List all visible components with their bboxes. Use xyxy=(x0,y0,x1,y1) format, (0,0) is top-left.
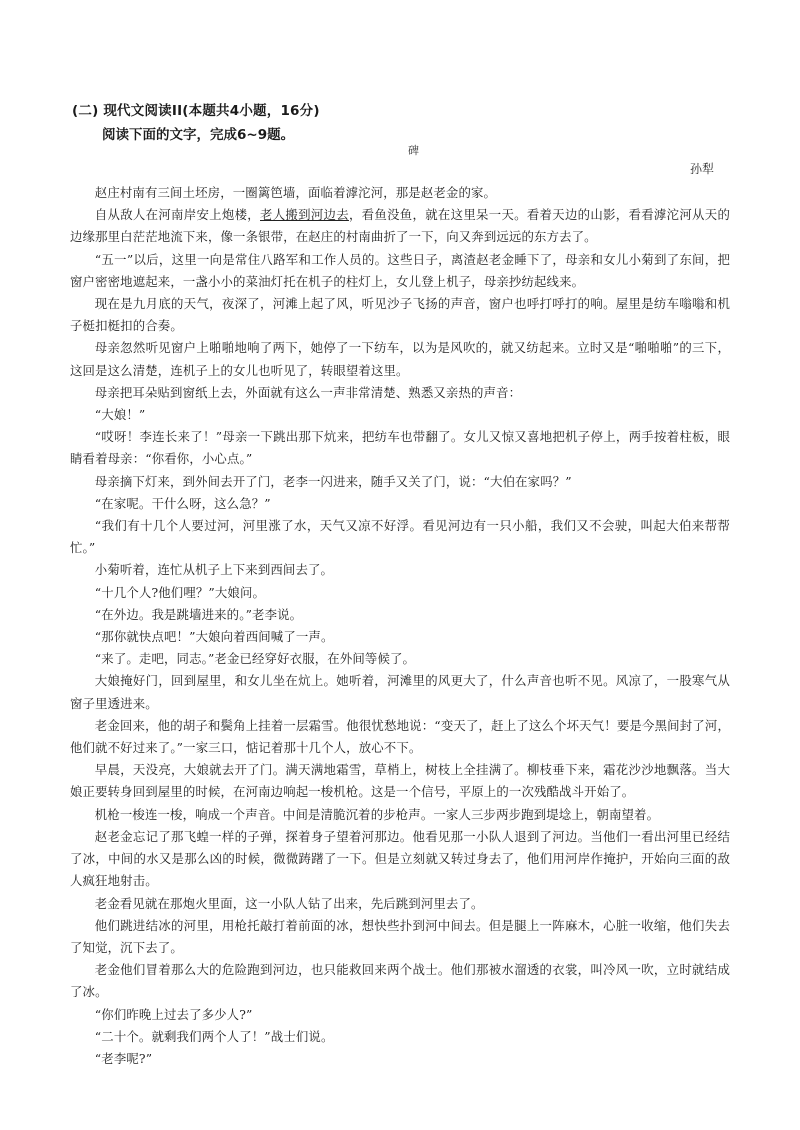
paragraph: 他们跳进结冰的河里，用枪托敲打着前面的冰，想快些扑到河中间去。但是腿上一阵麻木，心脏一收缩，他们失去了知觉，沉下去了。 xyxy=(70,917,730,955)
paragraph: “哎呀！李连长来了！”母亲一下跳出那下炕来，把纺车也带翻了。女儿又惊又喜地把机子停上，两手按着柱板，眼睛看着母亲：“你看你，小心点。” xyxy=(70,429,730,467)
paragraph: 机枪一梭连一梭，响成一个声音。中间是清脆沉着的步枪声。一家人三步两步跑到堤埝上，朝南望着。 xyxy=(94,806,660,822)
author: 孙犁 xyxy=(689,162,714,176)
story-title: 碑 xyxy=(408,144,419,157)
paragraph: “那你就快点吧！”大娘向着西间喊了一声。 xyxy=(94,629,334,645)
paragraph: “二十个。就剩我们两个人了！”战士们说。 xyxy=(94,1028,334,1044)
paragraph: “在家呢。干什么呀，这么急？” xyxy=(94,495,271,511)
paragraph: “你们昨晚上过去了多少人?” xyxy=(94,1006,253,1022)
paragraph xyxy=(70,204,730,248)
paragraph: “老李呢?” xyxy=(94,1050,153,1066)
paragraph-text: 自从敌人在河南岸安上炮楼， xyxy=(94,207,260,223)
paragraph: “大娘！” xyxy=(94,407,146,423)
passage-body xyxy=(70,182,730,1070)
paragraph: 老金他们冒着那么大的危险跑到河边，也只能救回来两个战士。他们那被水溜透的衣裳，叫冷风一吹，立时就结成了冰。 xyxy=(70,962,730,1000)
paragraph: “我们有十几个人要过河，河里涨了水，天气又凉不好浮。看见河边有一只小船，我们又不会驶，叫起大伯来帮帮忙。” xyxy=(70,518,730,556)
paragraph-text: ，看鱼没鱼，就在这里呆一天。看着天边的山影，看看滹沱河从天的边缘那里白茫茫地流下来，像一条银带，在赵庄的村南曲折了一下，向又奔到远远的东方去了。 xyxy=(70,207,730,245)
paragraph: 老金回来，他的胡子和鬓角上挂着一层霜雪。他很忧愁地说：“变天了，赶上了这么个坏天气！要是今黑间封了河，他们就不好过来了。”一家三口，惦记着那十几个人，放心不下。 xyxy=(70,717,730,756)
paragraph: 母亲摘下灯来，到外间去开了门，老李一闪进来，随手又关了门，说：“大伯在家吗？” xyxy=(94,473,572,489)
instruction: 阅读下面的文字，完成6~9题。 xyxy=(102,127,295,143)
paragraph: 小菊听着，连忙从机子上下来到西间去了。 xyxy=(94,562,334,578)
paragraph: 现在是九月底的天气，夜深了，河滩上起了风，听见沙子飞扬的声音，窗户也呼打呼打的响。屋里是纺车嗡嗡和机子梃扣梃扣的合奏。 xyxy=(70,296,730,334)
paragraph: 赵庄村南有三间土坯房，一圈篱笆墙，面临着滹沱河，那是赵老金的家。 xyxy=(94,185,497,200)
paragraph: 母亲把耳朵贴到窗纸上去，外面就有这么一声非常清楚、熟悉又亲热的声音： xyxy=(94,384,522,400)
paragraph: “十几个人?他们哩？”大娘问。 xyxy=(94,584,266,600)
underlined-phrase: 老人搬到河边去 xyxy=(260,207,349,223)
section-heading: (二) 现代文阅读II(本题共4小题，16分) xyxy=(72,103,320,119)
paragraph: “五一”以后，这里一向是常住八路军和工作人员的。这些日子，离渣赵老金睡下了，母亲和女儿小菊到了东间，把窗户密密地遮起来，一盏小小的菜油灯托在机子的柱灯上，女儿登上机子，母亲抄纺起线来。 xyxy=(70,251,730,289)
paragraph: “来了。走吧，同志。”老金已经穿好衣服，在外间等候了。 xyxy=(94,651,416,667)
paragraph: 大娘掩好门，回到屋里，和女儿坐在炕上。她听着，河滩里的风更大了，什么声音也听不见。风凉了，一股寒气从窗子里透进来。 xyxy=(70,673,730,711)
paragraph: 赵老金忘记了那飞蝗一样的子弹，探着身子望着河那边。他看见那一小队人退到了河边。当他们一看出河里已经结了冰，中间的水又是那么凶的时候，微微踌躇了一下。但是立刻就又转过身去了，他们用河岸作掩护，开始向三面的敌人疯狂地射击。 xyxy=(70,828,730,889)
paragraph: 早晨，天没亮，大娘就去开了门。满天满地霜雪，草梢上，树枝上全挂满了。柳枝垂下来，霜花沙沙地飘落。当大娘正要转身回到屋里的时候，在河南边响起一梭机枪。这是一个信号，平原上的一次残酷战斗开始了。 xyxy=(70,762,730,800)
paragraph: 老金看见就在那炮火里面，这一小队人钻了出来，先后跳到河里去了。 xyxy=(94,895,484,911)
paragraph: “在外边。我是跳墙进来的。”老李说。 xyxy=(94,606,303,622)
paragraph: 母亲忽然听见窗户上啪啪地响了两下，她停了一下纺车，以为是风吹的，就又纺起来。立时又是“啪啪啪”的三下，这回是这么清楚，连机子上的女儿也听见了，转眼望着这里。 xyxy=(70,340,730,378)
